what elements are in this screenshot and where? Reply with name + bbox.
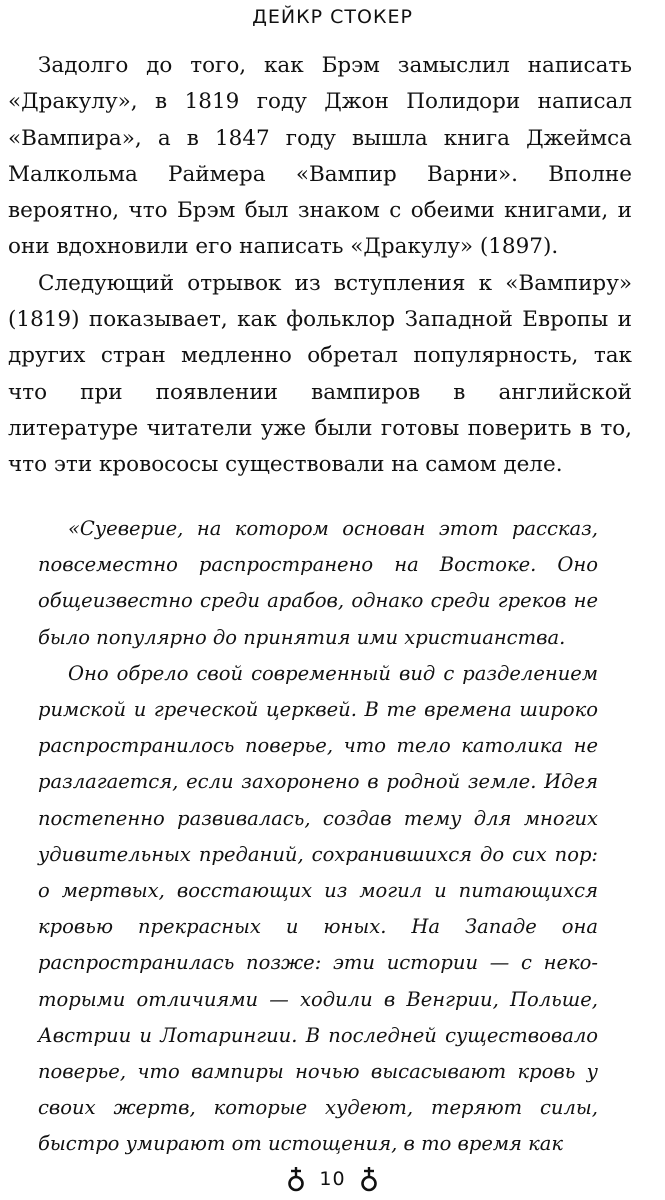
quotation-block xyxy=(38,511,598,1163)
quote-paragraph-2: Оно обрело свой современный вид с разделением римской и греческой церквей. В те времена широко распространилось поверье, что тело католика не разлагается, если захоронено в родной земле. Идея постепенно развивалась, создав тему для многих удивительных преданий, сохранившихся до сих пор: о мертвых, восстающих из могил и питающихся кровью прекрасных и юных. На Западе она распространилась позже: эти истории — с некоторыми отличиями — ходили в Венгрии, Польше, Австрии и Лотарингии. В последней существовало поверье, что вампиры ночью высасывают кровь у своих жертв, которые худеют, теряют силы, быстро умирают от истощения, в то время как xyxy=(38,661,598,1156)
quote-paragraph-1: «Суеверие, на котором основан этот рассказ, повсеместно распространено на Востоке. Оно общеизвестно среди арабов, однако среди греков не было популярно до принятия ими христианства. xyxy=(38,517,598,649)
page-footer xyxy=(0,1166,665,1192)
body-paragraph-1: Задолго до того, как Брэм замыслил написать «Дракулу», в 1819 году Джон Полидори написал «Вампира», а в 1847 году вышла книга Джеймса Малкольма Раймера «Вампир Варни». Вполне вероятно, что Брэм был знаком с обеими книгами, и они вдохновили его написать «Дракулу» (1897). xyxy=(8,53,632,260)
cross-circle-ornament-icon xyxy=(287,1166,305,1192)
page-number: 10 xyxy=(319,1168,346,1190)
running-header: ДЕЙКР СТОКЕР xyxy=(252,6,413,28)
main-text-block xyxy=(8,48,632,484)
body-paragraph-2: Следующий отрывок из вступления к «Вампиру» (1819) показывает, как фольклор Западной Европы и других стран медленно обретал популярность, так что при появлении вампиров в английской литературе читатели уже были готовы поверить в то, что эти кровососы существовали на самом деле. xyxy=(8,270,632,478)
cross-circle-ornament-icon xyxy=(360,1166,378,1192)
